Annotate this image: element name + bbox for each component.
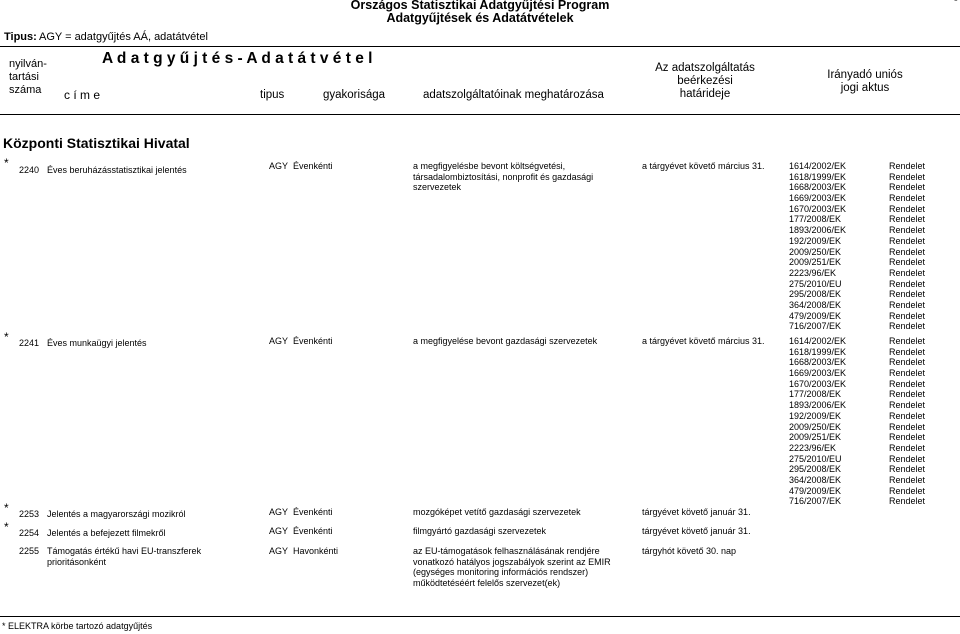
row-deadline: tárgyhót követő 30. nap bbox=[642, 546, 737, 556]
regulation-number: 2009/251/EK bbox=[789, 257, 842, 268]
regulation-type: Rendelet bbox=[889, 357, 926, 368]
regulation-number: 275/2010/EU bbox=[789, 278, 842, 289]
row-frequency: Havonkénti bbox=[293, 546, 339, 556]
regulation-number: 716/2007/EK bbox=[789, 496, 842, 507]
regulation-number: 2009/251/EK bbox=[789, 432, 842, 443]
col-gyakorisaga: gyakorisága bbox=[323, 89, 386, 101]
col-jogi-line2: jogi aktus bbox=[840, 82, 890, 94]
regulation-type: Rendelet bbox=[889, 336, 926, 346]
regulation-type: Rendelet bbox=[889, 496, 926, 507]
row-id: 2254 bbox=[19, 528, 40, 538]
row-id: 2255 bbox=[19, 546, 40, 556]
regulation-number: 479/2009/EK bbox=[789, 310, 842, 321]
regulation-type: Rendelet bbox=[889, 378, 926, 389]
row-deadline: a tárgyévet követő március 31. bbox=[642, 336, 765, 346]
row-title: Éves beruházásstatisztikai jelentés bbox=[47, 165, 187, 175]
regulation-type: Rendelet bbox=[889, 203, 926, 214]
regulation-number: 295/2008/EK bbox=[789, 464, 842, 475]
regulation-number: 716/2007/EK bbox=[789, 321, 842, 332]
col-hatarido-line3: határideje bbox=[679, 88, 731, 100]
footnote: * ELEKTRA körbe tartozó adatgyűjtés bbox=[2, 621, 153, 631]
col-nyilvantartasi bbox=[9, 58, 47, 97]
elektra-star: * bbox=[4, 330, 9, 344]
row-frequency: Évenkénti bbox=[293, 336, 333, 346]
regulation-number: 1669/2003/EK bbox=[789, 368, 847, 379]
elektra-star: * bbox=[4, 501, 9, 515]
row-id: 2241 bbox=[19, 338, 40, 348]
col-banner: A d a t g y ű j t é s - A d a t á t v é t e l bbox=[102, 50, 373, 67]
row-providers: filmgyártó gazdasági szervezetek bbox=[413, 526, 547, 536]
row-type: AGY bbox=[269, 336, 289, 346]
regulation-number: 479/2009/EK bbox=[789, 485, 842, 496]
regulation-type-list bbox=[889, 336, 925, 507]
row-providers: az EU-támogatások felhasználásának rendjére vonatkozó hatályos jogszabályok szerint az EMIR (egységes monitoring információs rendszer) működtetéséért felelős szervezet(ek) bbox=[413, 546, 611, 589]
regulation-number: 2223/96/EK bbox=[789, 442, 837, 453]
regulation-number: 295/2008/EK bbox=[789, 289, 842, 300]
regulation-type: Rendelet bbox=[889, 346, 926, 357]
col-jogi-line1: Irányadó uniós bbox=[827, 69, 903, 81]
col-tipus: tipus bbox=[260, 89, 285, 101]
row-deadline: a tárgyévet követő március 31. bbox=[642, 161, 765, 171]
regulation-type: Rendelet bbox=[889, 310, 926, 321]
row-frequency: Évenkénti bbox=[293, 161, 333, 171]
row-type: AGY bbox=[269, 161, 289, 171]
regulation-number: 1614/2002/EK bbox=[789, 336, 847, 346]
elektra-star: * bbox=[4, 156, 9, 170]
col-nyilv-line1: nyilván- bbox=[9, 58, 47, 70]
regulation-type: Rendelet bbox=[889, 257, 926, 268]
row-providers: a megfigyelésbe bevont költségvetési, társadalombiztosítási, nonprofit és gazdasági szervezetek bbox=[413, 161, 594, 193]
regulation-type: Rendelet bbox=[889, 182, 926, 193]
regulation-type: Rendelet bbox=[889, 453, 926, 464]
regulation-number: 1893/2006/EK bbox=[789, 225, 847, 236]
regulation-type: Rendelet bbox=[889, 235, 926, 246]
row-type: AGY bbox=[269, 526, 289, 536]
regulation-number: 192/2009/EK bbox=[789, 235, 842, 246]
row-providers: mozgóképet vetítő gazdasági szervezetek bbox=[413, 507, 581, 517]
regulation-type: Rendelet bbox=[889, 225, 926, 236]
regulation-type: Rendelet bbox=[889, 299, 926, 310]
col-jogi-aktus bbox=[790, 69, 940, 95]
regulation-type: Rendelet bbox=[889, 321, 926, 332]
regulation-number: 192/2009/EK bbox=[789, 410, 842, 421]
regulation-type: Rendelet bbox=[889, 193, 926, 204]
regulation-type: Rendelet bbox=[889, 464, 926, 475]
row-title: Jelentés a magyarországi mozikról bbox=[47, 509, 186, 519]
regulation-type: Rendelet bbox=[889, 432, 926, 443]
row-id: 2240 bbox=[19, 165, 40, 175]
regulation-number: 2009/250/EK bbox=[789, 421, 842, 432]
row-deadline: tárgyévet követő január 31. bbox=[642, 507, 751, 517]
regulation-number: 364/2008/EK bbox=[789, 299, 842, 310]
header-top-rule bbox=[0, 46, 960, 47]
elektra-star: * bbox=[4, 520, 9, 534]
regulation-type: Rendelet bbox=[889, 278, 926, 289]
regulation-type: Rendelet bbox=[889, 267, 926, 278]
program-title: Országos Statisztikai Adatgyűjtési Program bbox=[350, 0, 610, 12]
row-frequency: Évenkénti bbox=[293, 526, 333, 536]
regulation-number: 2223/96/EK bbox=[789, 267, 837, 278]
regulation-type: Rendelet bbox=[889, 161, 926, 171]
regulation-number: 1668/2003/EK bbox=[789, 357, 847, 368]
col-hatarido-line2: beérkezési bbox=[677, 75, 733, 87]
regulation-number: 1669/2003/EK bbox=[789, 193, 847, 204]
regulation-number: 1670/2003/EK bbox=[789, 378, 847, 389]
regulation-type: Rendelet bbox=[889, 289, 926, 300]
regulation-number: 1618/1999/EK bbox=[789, 346, 847, 357]
tipus-value: AGY = adatgyűjtés AÁ, adatátvétel bbox=[39, 31, 208, 43]
regulation-type: Rendelet bbox=[889, 400, 926, 411]
regulation-number: 1670/2003/EK bbox=[789, 203, 847, 214]
regulation-type: Rendelet bbox=[889, 246, 926, 257]
regulation-number: 1668/2003/EK bbox=[789, 182, 847, 193]
row-title: Támogatás értékű havi EU-transzferek prioritásonként bbox=[47, 546, 202, 567]
regulation-number: 177/2008/EK bbox=[789, 389, 842, 400]
regulation-number: 2009/250/EK bbox=[789, 246, 842, 257]
regulation-list bbox=[789, 336, 846, 507]
regulation-type: Rendelet bbox=[889, 389, 926, 400]
regulation-list bbox=[789, 161, 846, 332]
col-nyilv-line3: száma bbox=[9, 84, 42, 96]
row-title: Jelentés a befejezett filmekről bbox=[47, 528, 166, 538]
row-deadline: tárgyévet követő január 31. bbox=[642, 526, 751, 536]
regulation-number: 364/2008/EK bbox=[789, 474, 842, 485]
regulation-type: Rendelet bbox=[889, 368, 926, 379]
regulation-type: Rendelet bbox=[889, 421, 926, 432]
regulation-number: 1893/2006/EK bbox=[789, 400, 847, 411]
row-providers: a megfigyelése bevont gazdasági szervezetek bbox=[413, 336, 598, 346]
regulation-number: 275/2010/EU bbox=[789, 453, 842, 464]
regulation-type: Rendelet bbox=[889, 485, 926, 496]
row-type: AGY bbox=[269, 507, 289, 517]
col-adatszolgaltatoi: adatszolgáltatóinak meghatározása bbox=[423, 89, 604, 101]
regulation-number: 177/2008/EK bbox=[789, 214, 842, 225]
col-hatarido bbox=[640, 62, 770, 101]
regulation-type-list bbox=[889, 161, 925, 332]
section-title: Központi Statisztikai Hivatal bbox=[3, 135, 190, 151]
col-cime: c í m e bbox=[64, 88, 101, 102]
row-id: 2253 bbox=[19, 509, 40, 519]
regulation-type: Rendelet bbox=[889, 410, 926, 421]
row-type: AGY bbox=[269, 546, 289, 556]
dash-mark: - bbox=[954, 0, 958, 6]
regulation-type: Rendelet bbox=[889, 214, 926, 225]
row-frequency: Évenkénti bbox=[293, 507, 333, 517]
col-nyilv-line2: tartási bbox=[9, 71, 39, 83]
row-title: Éves munkaügyi jelentés bbox=[47, 338, 147, 348]
regulation-number: 1618/1999/EK bbox=[789, 171, 847, 182]
regulation-type: Rendelet bbox=[889, 474, 926, 485]
regulation-type: Rendelet bbox=[889, 442, 926, 453]
program-subtitle: Adatgyűjtések és Adatátvételek bbox=[386, 11, 574, 25]
header-bottom-rule bbox=[0, 114, 960, 115]
footer-rule bbox=[0, 616, 960, 617]
tipus-label: Tipus: bbox=[4, 31, 37, 43]
regulation-number: 1614/2002/EK bbox=[789, 161, 847, 171]
col-hatarido-line1: Az adatszolgáltatás bbox=[655, 62, 755, 74]
regulation-type: Rendelet bbox=[889, 171, 926, 182]
